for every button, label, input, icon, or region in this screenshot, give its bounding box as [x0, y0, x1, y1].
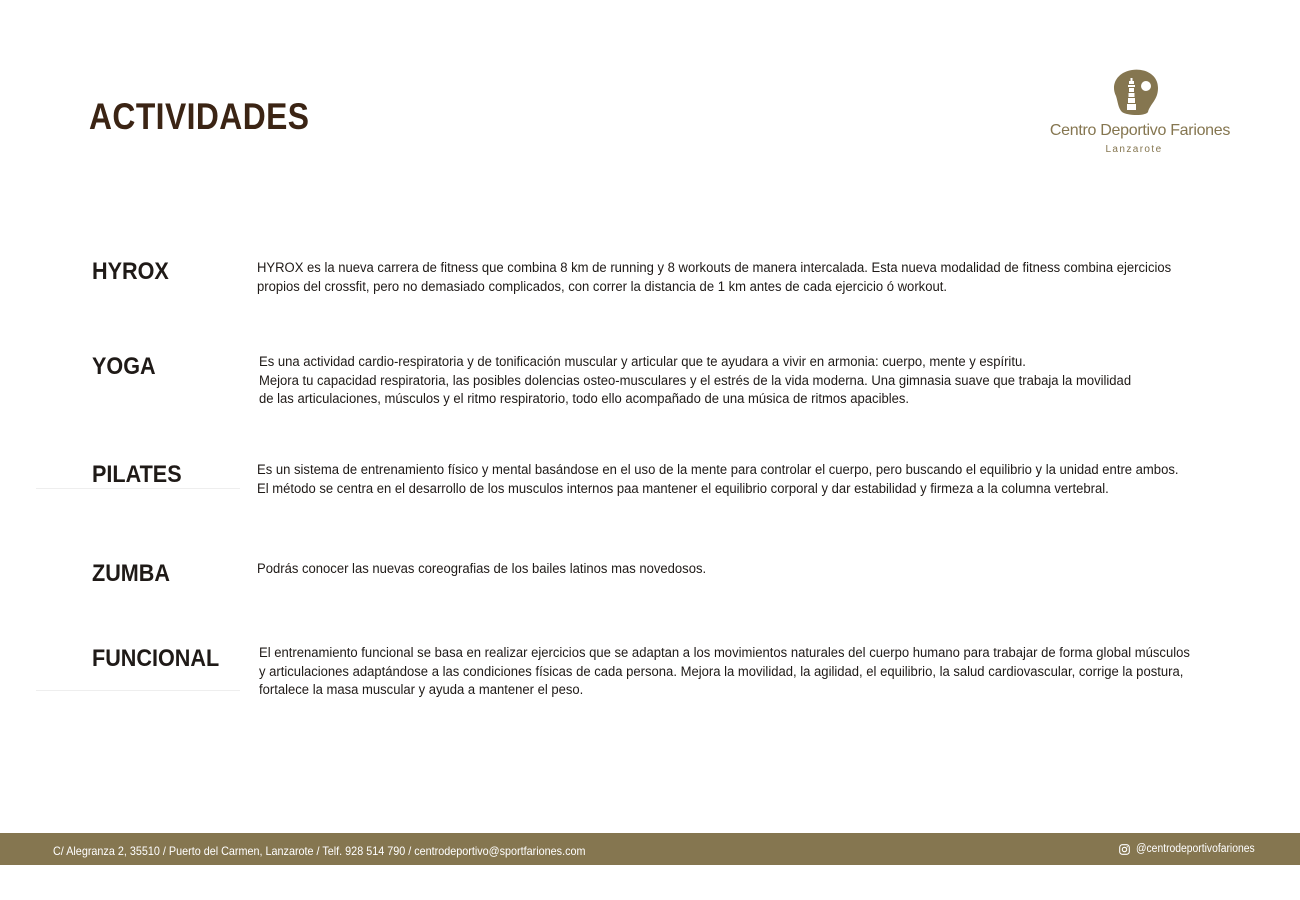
activity-description	[259, 353, 1131, 409]
divider	[36, 488, 240, 489]
activity-description	[257, 259, 1171, 296]
description-line: El entrenamiento funcional se basa en realizar ejercicios que se adaptan a los movimientos naturales del cuerpo humano para trabajar de forma global músculos	[259, 645, 1190, 661]
description-line: Mejora tu capacidad respiratoria, las posibles dolencias osteo-musculares y el estrés de la vida moderna. Una gimnasia suave que trabaja la movilidad	[259, 372, 1132, 389]
footer	[0, 833, 1300, 865]
instagram-link[interactable]	[1119, 841, 1268, 857]
activity-name: YOGA	[92, 353, 156, 380]
divider	[36, 690, 240, 691]
activity-description	[257, 461, 1178, 498]
page-title: ACTIVIDADES	[89, 96, 310, 137]
footer-address: C/ Alegranza 2, 35510 / Puerto del Carmen, Lanzarote / Telf. 928 514 790 / centrodeportivo@sportfariones.com	[53, 844, 586, 858]
instagram-handle: @centrodeportivofariones	[1136, 843, 1255, 855]
description-line: HYROX es la nueva carrera de fitness que combina 8 km de running y 8 workouts de manera intercalada. Esta nueva modalidad de fitness combina ejercicios	[257, 260, 1172, 276]
description-line: Es una actividad cardio-respiratoria y de tonificación muscular y articular que te ayudara a vivir en armonia: cuerpo, mente y espíritu.	[259, 354, 1026, 370]
description-line: El método se centra en el desarrollo de los musculos internos paa mantener el equilibrio corporal y dar estabilidad y firmeza a la columna vertebral.	[257, 480, 1109, 497]
brand-logo	[1040, 64, 1240, 164]
description-line: fortalece la masa muscular y ayuda a mantener el peso.	[259, 682, 584, 698]
description-line: Podrás conocer las nuevas coreografias de los bailes latinos mas novedosos.	[257, 561, 707, 577]
description-line: de las articulaciones, músculos y el ritmo respiratorio, todo ello acompañado de una música de ritmos apacibles.	[259, 391, 910, 407]
activity-description	[257, 560, 706, 579]
activity-name: ZUMBA	[92, 560, 170, 587]
description-line: propios del crossfit, pero no demasiado complicados, con correr la distancia de 1 km antes de cada ejercicio ó workout.	[257, 278, 947, 295]
activity-name: FUNCIONAL	[92, 645, 220, 672]
logo-subtitle: Lanzarote	[1105, 144, 1163, 155]
activity-name: PILATES	[92, 461, 182, 488]
instagram-icon	[1119, 844, 1130, 855]
activity-name: HYROX	[92, 258, 169, 285]
description-line: Es un sistema de entrenamiento físico y mental basándose en el uso de la mente para controlar el cuerpo, pero buscando el equilibrio y la unidad entre ambos.	[257, 462, 1179, 478]
lighthouse-icon	[1108, 68, 1160, 116]
activity-description	[259, 644, 1190, 700]
logo-name: Centro Deportivo Fariones	[1049, 122, 1231, 139]
description-line: y articulaciones adaptándose a las condiciones físicas de cada persona. Mejora la movilidad, la agilidad, el equilibrio, la salud cardiovascular, corrige la postura,	[259, 663, 1184, 680]
